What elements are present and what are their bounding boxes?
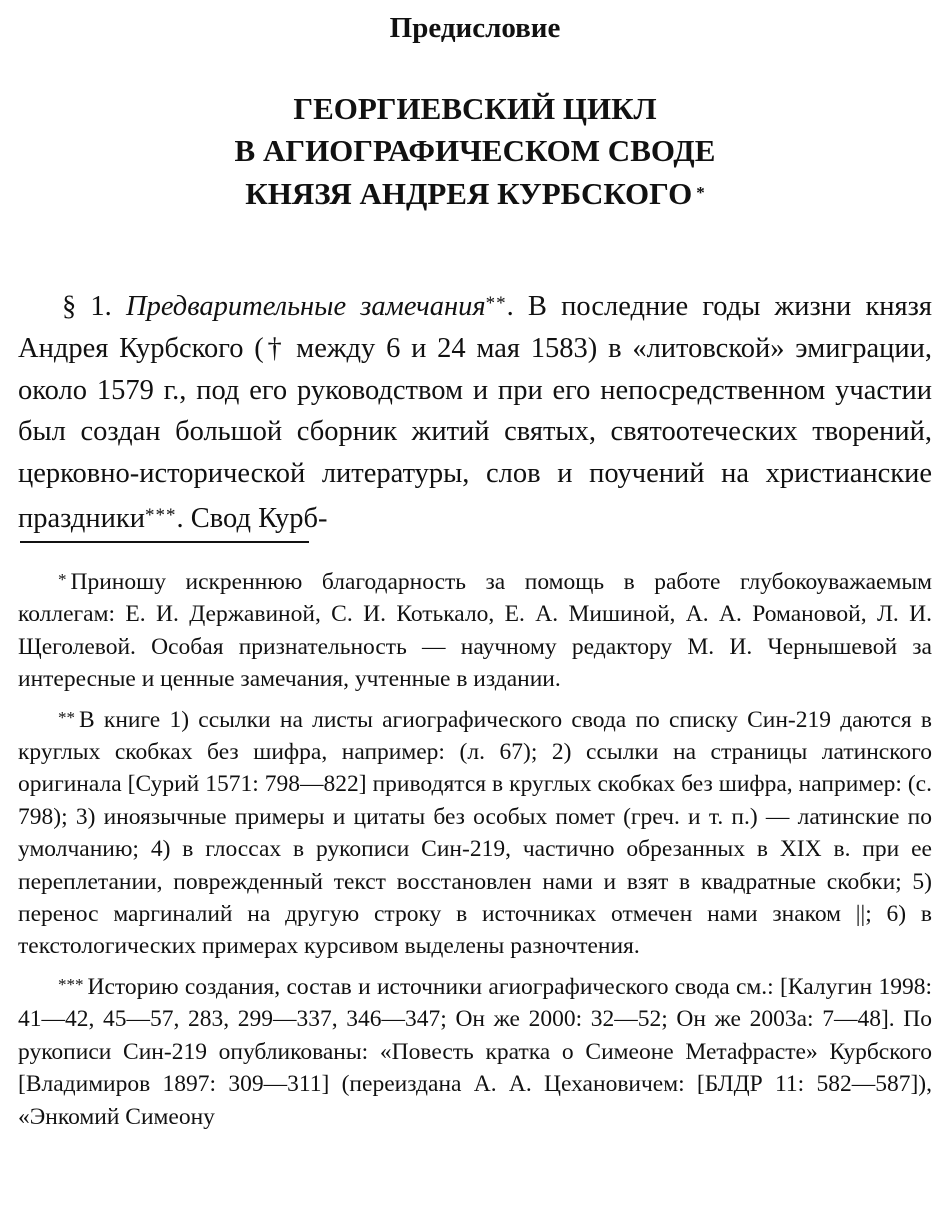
chapter-title [18,88,932,215]
footnote-1-mark: * [58,570,67,589]
title-line-3 [18,172,932,215]
footnote-2-text: В книге 1) ссылки на листы агиографического свода по списку Син-219 даются в круглых скобках без шифра, например: (л. 67); 2) ссылки на страницы латинского оригинала [Сурий 1571: 798—822] приводятся в круглых скобках без шифра, например: (с. 798); 3) иноязычные примеры и цитаты без особых помет (греч. и т. п.) — латинские по умолчанию; 4) в глоссах в рукописи Син-219, частично обрезанных в XIX в. при ее переплетании, поврежденный текст восстановлен нами и взят в квадратные скобки; 5) перенос маргиналий на другую строку в источниках отмечен нами знаком ||; 6) в текстологических примерах курсивом выделены разночтения. [18,706,932,960]
preface-heading: Предисловие [389,12,561,44]
footnote-2 [18,702,932,963]
footnote-separator [20,541,309,543]
title-line-2: В АГИОГРАФИЧЕСКОМ СВОДЕ [234,133,716,168]
footnotes [18,564,932,1139]
footnote-1 [18,564,932,696]
title-line-3-text: КНЯЗЯ АНДРЕЯ КУРБСКОГО [245,176,693,211]
title-line-1: ГЕОРГИЕВСКИЙ ЦИКЛ [293,91,657,126]
footnote-3 [18,969,932,1133]
footnote-3-mark: *** [58,974,84,994]
body-text-2: . Свод Курб- [176,502,328,534]
footnote-2-mark: ** [58,707,75,727]
body-paragraph [18,283,932,540]
section-number: § 1. [62,291,112,322]
title-footnote-mark: * [696,183,705,202]
footnote-1-text: Приношу искреннюю благодарность за помощь в работе глубокоуважаемым коллегам: Е. И. Державиной, С. И. Котькало, Е. А. Мишиной, А. А. Романовой, Л. И. Щеголевой. Особая признательность — научному редактору М. И. Чернышевой за интересные и ценные замечания, учтенные в издании. [18,569,932,693]
body-text-1: . В последние годы жизни князя Андрея Курбского († между 6 и 24 мая 1583) в «литовской» эмиграции, около 1579 г., под его руководством и при его непосредственном участии был создан большой сборник житий святых, святоотеческих творений, церковно-исторической литературы, слов и поучений на христианские праздники [18,291,933,534]
footnote-mark-3: *** [145,504,177,526]
footnote-mark-2: ** [485,293,507,314]
section-title: Предварительные замечания [126,291,486,322]
footnote-3-text: Историю создания, состав и источники агиографического свода см.: [Калугин 1998: 41—42, 45—57, 283, 299—337, 346—347; Он же 2000: 32—52; Он же 2003а: 7—48]. По рукописи Син-219 опубликованы: «Повесть кратка о Симеоне Метафрасте» Курбского [Владимиров 1897: 309—311] (переиздана А. А. Цехановичем: [БЛДР 11: 582—587]), «Энкомий Симеону [18,973,932,1130]
